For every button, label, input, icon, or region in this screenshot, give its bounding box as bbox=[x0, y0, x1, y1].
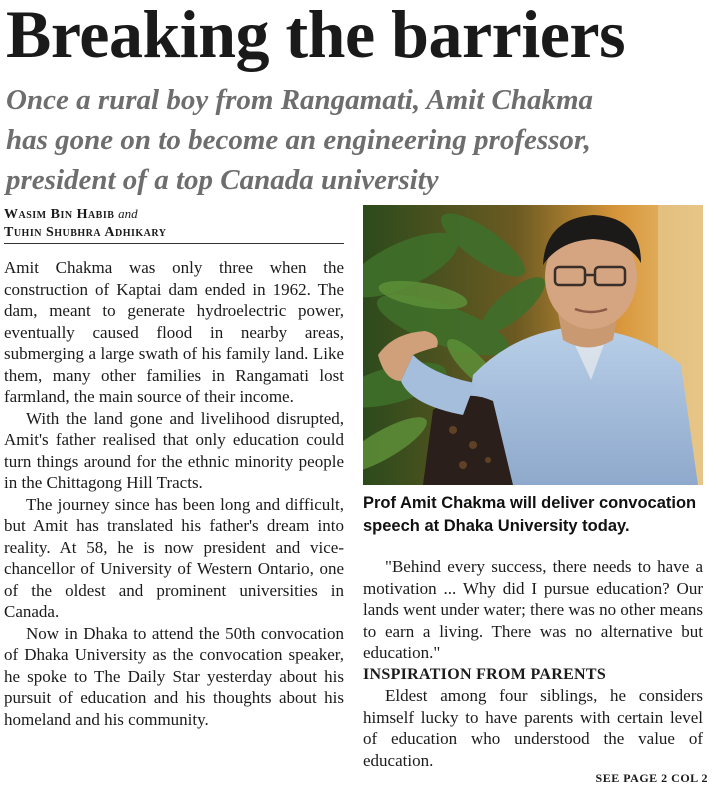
section-subheading: INSPIRATION FROM PARENTS bbox=[363, 665, 607, 683]
byline bbox=[4, 205, 344, 244]
byline-conjunction: and bbox=[118, 206, 138, 221]
portrait-photo-illustration bbox=[363, 205, 703, 485]
caption-line: speech at Dhaka University today. bbox=[363, 517, 630, 535]
article-paragraph: Amit Chakma was only three when the construction of Kaptai dam ended in 1962. The dam, meant to generate hydroelectric power, eventually caused flood in nearby areas, submerging a large swath of his family land. Like them, many other families in Rangamati lost farmland, the main source of their income. bbox=[4, 258, 344, 406]
caption-line: Prof Amit Chakma will deliver convocation bbox=[363, 494, 697, 512]
subheadline bbox=[6, 80, 712, 200]
quote-paragraph: "Behind every success, there needs to have a motivation ... Why did I pursue education? Our lands went under water; there was no other means to earn a living. There was no alternative but education." bbox=[363, 557, 703, 662]
article-paragraph: The journey since has been long and difficult, but Amit has translated his father's dream into reality. At 58, he is now president and vice-chancellor of University of Western Ontario, one of the oldest and prominent universities in Canada. bbox=[4, 494, 344, 621]
photo-caption bbox=[363, 492, 708, 538]
portrait-photo bbox=[363, 205, 703, 485]
subhead-line: president of a top Canada university bbox=[6, 164, 439, 196]
article-body-right bbox=[363, 556, 703, 771]
author-name: Wasim Bin Habib bbox=[4, 207, 115, 222]
headline: Breaking the barriers bbox=[6, 0, 626, 72]
subhead-line: has gone on to become an engineering professor, bbox=[6, 124, 591, 156]
article-paragraph: Now in Dhaka to attend the 50th convocation of Dhaka University as the convocation speaker, he spoke to The Daily Star yesterday about his pursuit of education and his thoughts about his homeland and his community. bbox=[4, 623, 344, 729]
subhead-line: Once a rural boy from Rangamati, Amit Chakma bbox=[6, 84, 594, 116]
article-body-left bbox=[4, 257, 344, 730]
continued-on-page: SEE PAGE 2 COL 2 bbox=[595, 771, 708, 785]
author-name: Tuhin Shubhra Adhikary bbox=[4, 225, 167, 240]
article-paragraph: With the land gone and livelihood disrupted, Amit's father realised that only education could turn things around for the ethnic minority people in the Chittagong Hill Tracts. bbox=[4, 408, 344, 492]
article-paragraph: Eldest among four siblings, he considers himself lucky to have parents with certain level of education who understood the value of education. bbox=[363, 686, 703, 770]
